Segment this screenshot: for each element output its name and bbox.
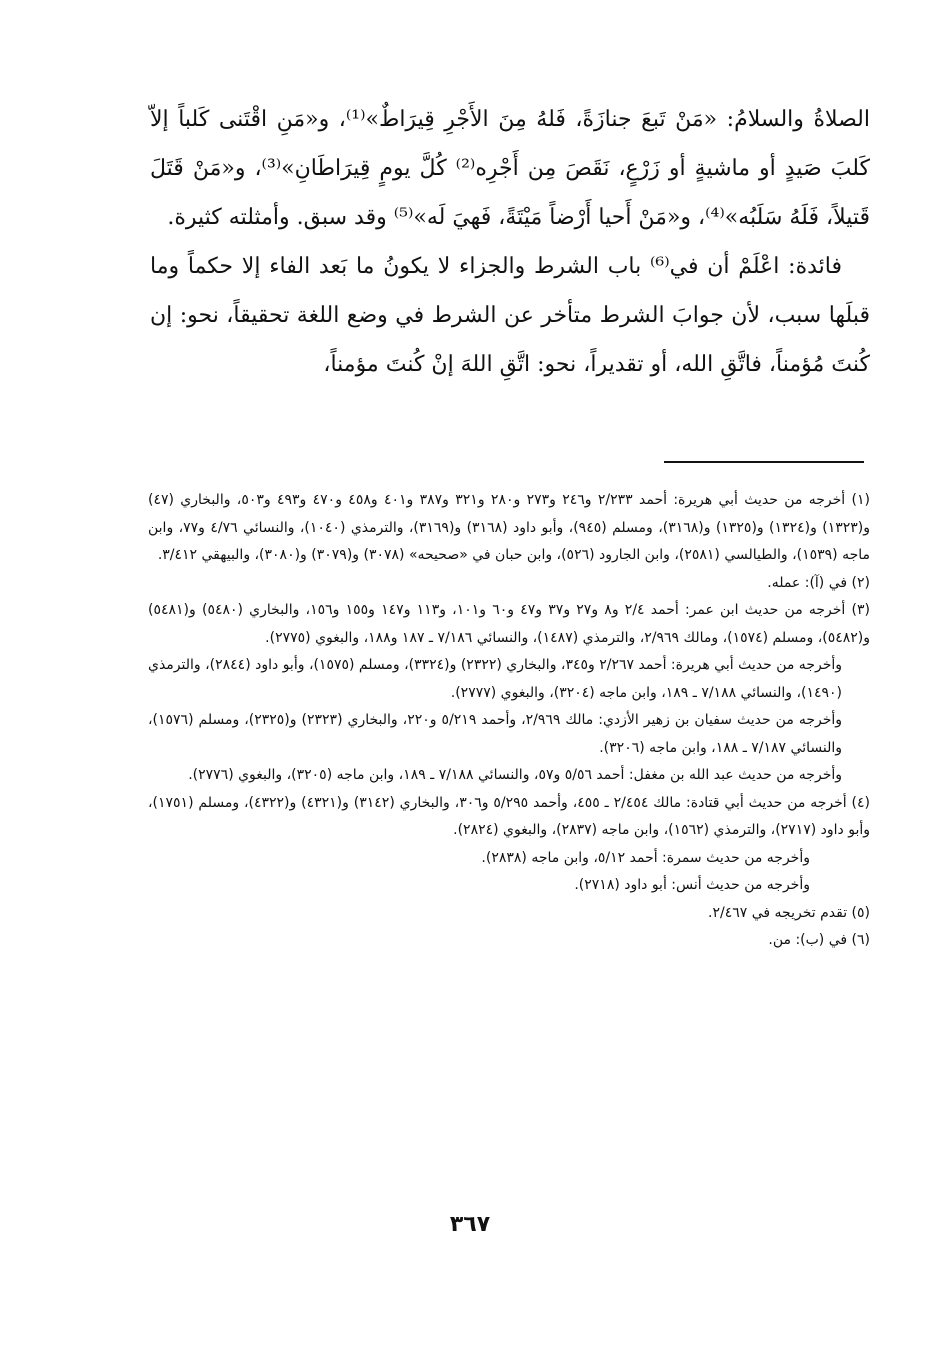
- footnote-3-continuation: وأخرجه من حديث أبي هريرة: أحمد ٢/٢٦٧ و٣٤٥، والبخاري (٢٣٢٢) و(٣٣٢٤)، ومسلم (١٥٧٥)، وأبو داود (٢٨٤٤)، والترمذي (١٤٩٠)، والنسائي ٧/١٨٨ ـ ١٨٩، وابن ماجه (٣٢٠٤)، والبغوي (٢٧٧٧).: [148, 657, 842, 701]
- main-paragraph-2: فائدة: اعْلَمْ أن في⁽⁶⁾ باب الشرط والجزاء لا يكونُ ما بَعد الفاء إلا حكماً وما قبلَها سبب، لأن جوابَ الشرط متأخر عن الشرط في وضع اللغة تحقيقاً، نحو: إن كُنتَ مُؤمناً، فاتَّقِ الله، أو تقديراً، نحو: اتَّقِ اللهَ إنْ كُنتَ مؤمناً،: [150, 254, 870, 377]
- footnote-4-continuation: وأخرجه من حديث سمرة: أحمد ٥/١٢، وابن ماجه (٢٨٣٨).: [481, 849, 810, 866]
- footnote-4-continuation: وأخرجه من حديث أنس: أبو داود (٢٧١٨).: [574, 877, 810, 893]
- main-text: [150, 95, 870, 389]
- footnote-4: (٤) أخرجه من حديث أبي قتادة: مالك ٢/٤٥٤ ـ ٤٥٥، وأحمد ٥/٢٩٥ و٣٠٦، والبخاري (٣١٤٢) و(٤٣٢١) و(٤٣٢٢)، ومسلم (١٧٥١)، وأبو داود (٢٧١٧)، والترمذي (١٥٦٢)، وابن ماجه (٢٨٣٧)، والبغوي (٢٨٢٤).: [148, 794, 870, 838]
- main-paragraph-1: الصلاةُ والسلامُ: «مَنْ تَبعَ جنازَةً، فَلهُ مِنَ الأَجْرِ قِيرَاطٌ»⁽¹⁾، و«مَنِ اقْتَنى كَلباً إلاّ كَلبَ صَيدٍ أو ماشيةٍ أو زَرْعٍ، نَقَصَ مِن أَجْرِه⁽²⁾ كُلَّ يومٍ قِيرَاطَانِ»⁽³⁾، و«مَنْ قَتَلَ قَتيلاً، فَلَهُ سَلَبُه»⁽⁴⁾، و«مَنْ أَحيا أَرْضاً مَيْتَةً، فَهيَ لَه»⁽⁵⁾ وقد سبق. وأمثلته كثيرة.: [150, 107, 871, 230]
- footnote-3-continuation: وأخرجه من حديث سفيان بن زهير الأزدي: مالك ٢/٩٦٩، وأحمد ٥/٢١٩ و٢٢٠، والبخاري (٢٣٢٣) و(٢٣٢٥)، ومسلم (١٥٧٦)، والنسائي ٧/١٨٧ ـ ١٨٨، وابن ماجه (٣٢٠٦).: [148, 712, 843, 756]
- page-number: ٣٦٧: [449, 1212, 491, 1237]
- footnote-1: (١) أخرجه من حديث أبي هريرة: أحمد ٢/٢٣٣ و٢٤٦ و٢٧٣ و٢٨٠ و٣٢١ و٣٨٧ و٤٠١ و٤٥٨ و٤٧٠ و٤٩٣ و٥٠٣، والبخاري (٤٧) و(١٣٢٣) و(١٣٢٤) و(١٣٢٥) و(٣١٦٨)، ومسلم (٩٤٥)، وأبو داود (٣١٦٨) و(٣١٦٩)، والترمذي (١٠٤٠)، والنسائي ٤/٧٦ و٧٧، وابن ماجه (١٥٣٩)، والطيالسي (٢٥٨١)، وابن الجارود (٥٢٦)، وابن حبان في «صحيحه» (٣٠٧٨) و(٣٠٧٩) و(٣٠٨٠)، والبيهقي ٣/٤١٢.: [148, 492, 871, 563]
- footnote-separator: [664, 461, 864, 463]
- footnote-2: (٢) في (آ): عمله.: [767, 574, 870, 591]
- footnote-6: (٦) في (ب): من.: [768, 932, 870, 948]
- footnote-5: (٥) تقدم تخريجه في ٢/٤٦٧.: [708, 904, 870, 921]
- footnotes: [148, 487, 870, 955]
- footnote-3-continuation: وأخرجه من حديث عبد الله بن مغفل: أحمد ٥/٥٦ و٥٧، والنسائي ٧/١٨٨ ـ ١٨٩، وابن ماجه (٣٢٠٥)، والبغوي (٢٧٧٦).: [188, 767, 842, 783]
- footnote-3: (٣) أخرجه من حديث ابن عمر: أحمد ٢/٤ و٨ و٢٧ و٣٧ و٤٧ و٦٠ و١٠١، و١١٣ و١٤٧ و١٥٥ و١٥٦، والبخاري (٥٤٨٠) و(٥٤٨١) و(٥٤٨٢)، ومسلم (١٥٧٤)، ومالك ٢/٩٦٩، والترمذي (١٤٨٧)، والنسائي ٧/١٨٦ ـ ١٨٧ و١٨٨، والبغوي (٢٧٧٥).: [148, 602, 870, 646]
